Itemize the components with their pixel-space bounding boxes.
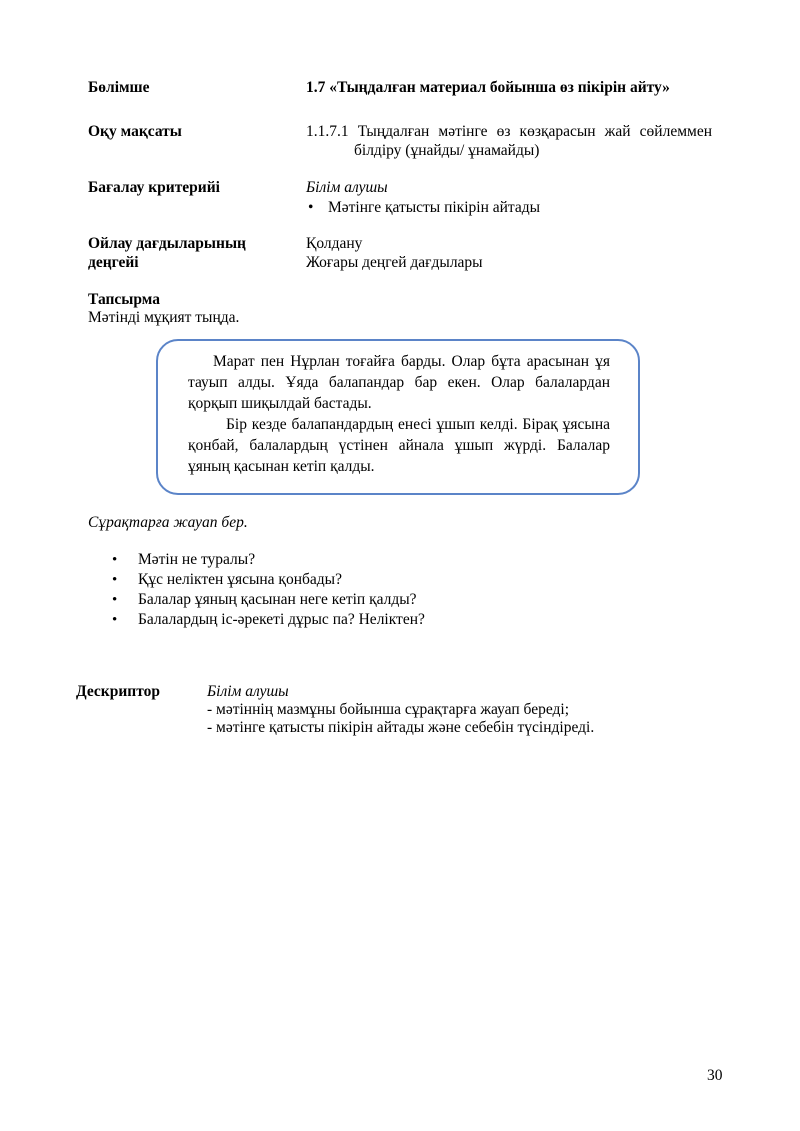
criteria-item: • Мәтінге қатысты пікірін айтады — [328, 198, 540, 217]
thinking-label-line-2: деңгейі — [88, 254, 139, 271]
page-number: 30 — [707, 1067, 723, 1084]
question-item: • Балалардың іс-әрекеті дұрыс па? Неліктен? — [112, 610, 425, 630]
criteria-intro: Білім алушы — [306, 179, 388, 196]
story-paragraph-2: Бір кезде балапандардың енесі ұшып келді. Бірақ ұясына қонбай, балалардың үстінен айнала ұшып жүрді. Балалар ұяның қасынан кетіп қалды. — [188, 416, 610, 475]
descriptor-intro: Білім алушы — [207, 683, 289, 700]
question-item: • Мәтін не туралы? — [112, 550, 425, 570]
task-instruction: Мәтінді мұқият тыңда. — [88, 309, 240, 326]
thinking-value-line-1: Қолдану — [306, 235, 363, 252]
story-text-box — [156, 339, 640, 495]
question-item: • Құс неліктен ұясына қонбады? — [112, 570, 425, 590]
section-value: 1.7 «Тыңдалған материал бойынша өз пікірін айту» — [306, 79, 670, 96]
story-paragraph-1: Марат пен Нұрлан тоғайға барды. Олар бұта арасынан ұя тауып алды. Ұяда балапандар бар екен. Олар балалардан қорқып шиқылдай бастады. — [188, 353, 610, 412]
questions-prompt: Сұрақтарға жауап бер. — [88, 514, 248, 531]
objective-line-2: білдіру (ұнайды/ ұнамайды) — [354, 142, 540, 159]
descriptor-line-2: - мәтінге қатысты пікірін айтады және себебін түсіндіреді. — [207, 719, 595, 736]
thinking-value-line-2: Жоғары деңгей дағдылары — [306, 254, 483, 271]
section-label: Бөлімше — [88, 79, 150, 96]
criteria-label: Бағалау критерийі — [88, 179, 220, 196]
questions-list — [112, 550, 425, 630]
question-item: • Балалар ұяның қасынан неге кетіп қалды? — [112, 590, 425, 610]
objective-line-1: 1.1.7.1 Тыңдалған мәтінге өз көзқарасын жай сөйлеммен — [306, 123, 712, 140]
task-title: Тапсырма — [88, 291, 160, 308]
thinking-label-line-1: Ойлау дағдыларының — [88, 235, 246, 252]
descriptor-line-1: - мәтіннің мазмұны бойынша сұрақтарға жауап береді; — [207, 701, 570, 718]
objective-label: Оқу мақсаты — [88, 123, 182, 140]
descriptor-label: Дескриптор — [76, 683, 160, 700]
